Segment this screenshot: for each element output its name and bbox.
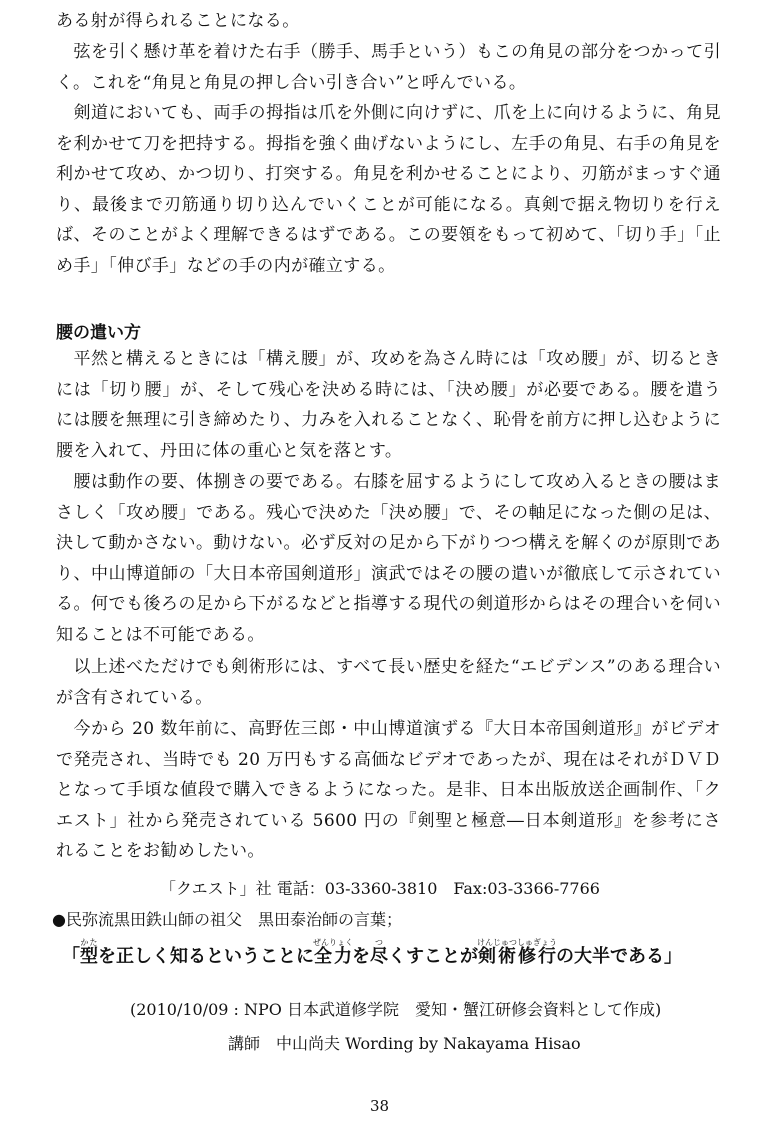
- ruby-kenjutsu-reading: けんじゅつしゅぎょう: [477, 938, 557, 947]
- quote-mid1: を正しく知るということに: [98, 946, 314, 967]
- paragraph-7: 今から 20 数年前に、高野佐三郎・中山博道演ずる『大日本帝国剣道形』がビデオで発売され、当時でも 20 万円もする高価なビデオであったが、現在はそれがＤＶＤとなって手頃な値段で購入できるようになった。是非、日本出版放送企画制作、「クエスト」社から発売されている 5600 円の『剣聖と極意―日本剣道形』を参考にされることをお勧めしたい。: [56, 719, 721, 861]
- quote-kata: 型: [80, 946, 98, 967]
- paragraph-1: ある射が得られることになる。: [56, 11, 300, 31]
- quote-open: 「: [62, 946, 80, 967]
- quote-mid2: くすことが: [388, 946, 478, 967]
- quote-line: [62, 938, 742, 966]
- paragraph-4: 平然と構えるときには「構え腰」が、攻めを為さん時には「攻め腰」が、切るときには「切り腰」が、そして残心を決める時には、「決め腰」が必要である。腰を遣うには腰を無理に引き締めたり、力みを入れることなく、恥骨を前方に押し込むように腰を入れて、丹田に体の重心と気を落とす。: [56, 349, 721, 461]
- ruby-tsu-reading: つ: [370, 938, 388, 947]
- ruby-kata-reading: かた: [80, 938, 98, 947]
- quote-zenryoku: 全力: [313, 946, 353, 967]
- ruby-tsu: [370, 938, 388, 967]
- bullet-line: ●民弥流黒田鉄山師の祖父 黒田泰治師の言葉；: [52, 910, 402, 929]
- paragraph-5: 腰は動作の要、体捌きの要である。右膝を屈するようにして攻め入るときの腰はまさしく「攻め腰」である。残心で決めた「決め腰」で、その軸足になった側の足は、決して動かさない。動けない。必ず反対の足から下がりつつ構えを解くのが原則であり、中山博道師の「大日本帝国剣道形」演武ではその腰の遣いが徹底して示されている。何でも後ろの足から下がるなどと指導する現代の剣道形からはその理合いを伺い知ることは不可能である。: [56, 472, 721, 645]
- page-number: 38: [370, 1097, 390, 1115]
- quote-wo: を: [352, 946, 370, 967]
- quote-tsu: 尽: [370, 946, 388, 967]
- quote-kenjutsu: 剣術修行: [477, 946, 557, 967]
- paragraph-6: 以上述べただけでも剣術形には、すべて長い歴史を経た“エビデンス”のある理合いが含有されている。: [56, 657, 721, 708]
- paragraph-2: 弦を引く懸け革を着けた右手（勝手、馬手という）もこの角見の部分をつかって引く。これを“角見と角見の押し合い引き合い”と呼んでいる。: [56, 42, 721, 93]
- ruby-zenryoku: [313, 938, 353, 967]
- ruby-kenjutsu: [477, 938, 557, 967]
- lecturer-line: 講師 中山尚夫 Wording by Nakayama Hisao: [228, 1034, 581, 1053]
- ruby-zenryoku-reading: ぜんりょく: [313, 938, 353, 947]
- section-heading: 腰の遣い方: [56, 323, 141, 343]
- ruby-kata: [80, 938, 98, 967]
- quote-end: の大半である」: [556, 946, 682, 967]
- source-line: (2010/10/09 : NPO 日本武道修学院 愛知・蟹江研修会資料として作成): [130, 1000, 662, 1019]
- contact-line: 「クエスト」社 電話：03-3360-3810 Fax:03-3366-7766: [160, 879, 600, 898]
- paragraph-3: 剣道においても、両手の拇指は爪を外側に向けずに、爪を上に向けるように、角見を利かせて刀を把持する。拇指を強く曲げないようにし、左手の角見、右手の角見を利かせて攻め、かつ切り、打突する。角見を利かせることにより、刃筋がまっすぐ通り、最後まで刃筋通り切り込んでいくことが可能になる。真剣で据え物切りを行えば、そのことがよく理解できるはずである。この要領をもって初めて、「切り手」「止め手」「伸び手」などの手の内が確立する。: [56, 103, 721, 276]
